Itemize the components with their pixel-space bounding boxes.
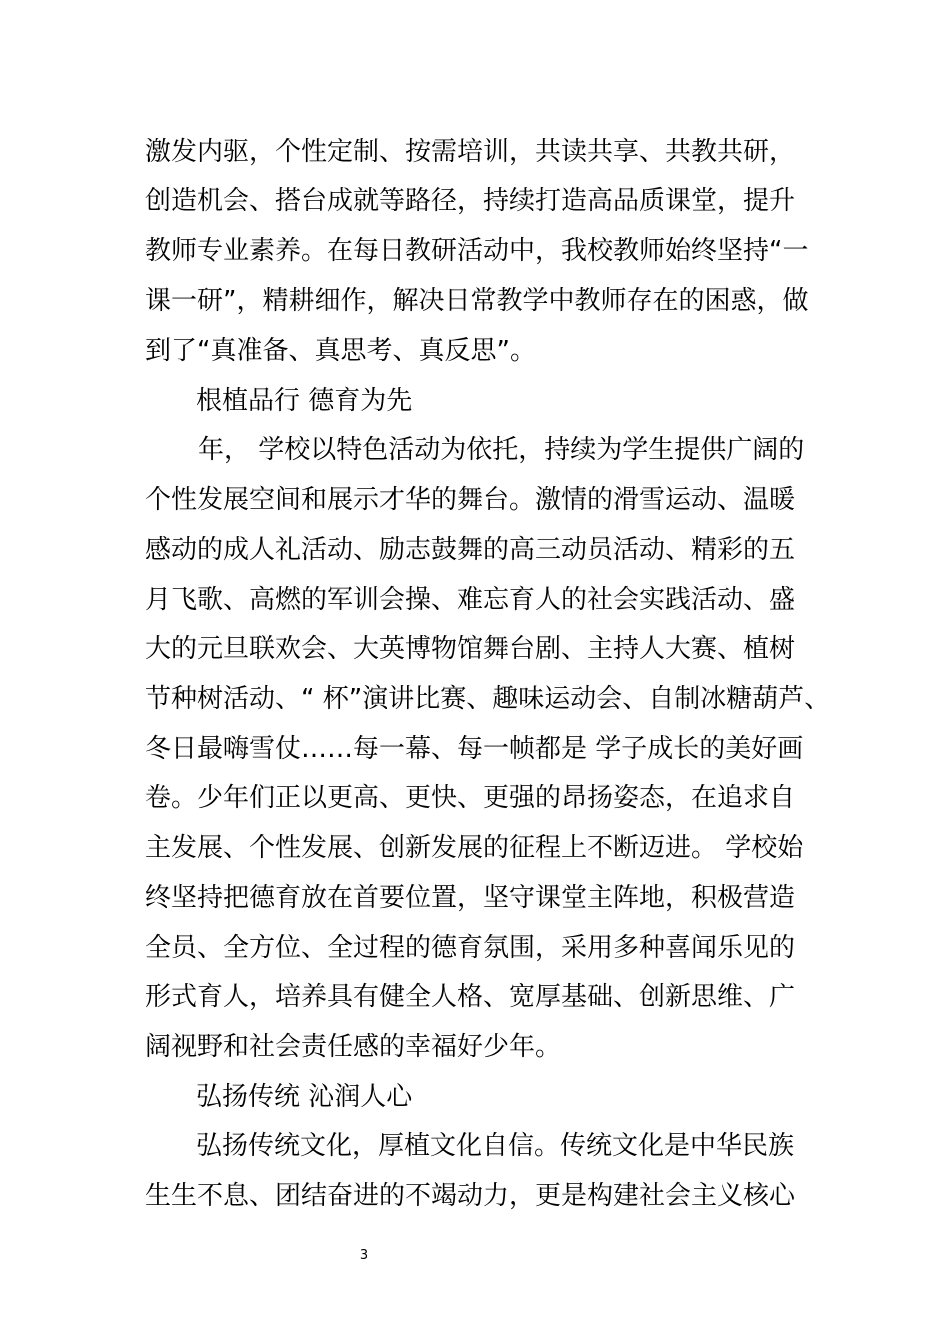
paragraph-line: 终坚持把德育放在首要位置，坚守课堂主阵地，积极营造 — [145, 883, 796, 913]
paragraph-line: 个性发展空间和展示才华的舞台。激情的滑雪运动、温暖 — [145, 485, 796, 515]
paragraph-line: 节种树活动、“ 杯”演讲比赛、趣味运动会、自制冰糖葫芦、 — [145, 684, 831, 714]
paragraph-line: 冬日最嗨雪仗……每一幕、每一帧都是 学子成长的美好画 — [145, 734, 804, 764]
paragraph-line: 形式育人，培养具有健全人格、宽厚基础、创新思维、广 — [145, 982, 796, 1012]
paragraph-line: 到了“真准备、真思考、真反思”。 — [145, 336, 536, 366]
paragraph-line: 大的元旦联欢会、大英博物馆舞台剧、主持人大赛、植树 — [145, 634, 796, 664]
paragraph-line: 全员、全方位、全过程的德育氛围，采用多种喜闻乐见的 — [145, 933, 796, 963]
paragraph-line: 年， 学校以特色活动为依托，持续为学生提供广阔的 — [198, 435, 805, 465]
paragraph-line: 阔视野和社会责任感的幸福好少年。 — [145, 1032, 562, 1062]
paragraph-line: 弘扬传统文化，厚植文化自信。传统文化是中华民族 — [196, 1131, 795, 1161]
paragraph-line: 创造机会、搭台成就等路径，持续打造高品质课堂，提升 — [145, 186, 796, 216]
page-number: 3 — [359, 1248, 369, 1263]
section-heading: 根植品行 德育为先 — [196, 386, 413, 416]
paragraph-line: 月飞歌、高燃的军训会操、难忘育人的社会实践活动、盛 — [145, 585, 796, 615]
paragraph-line: 感动的成人礼活动、励志鼓舞的高三动员活动、精彩的五 — [145, 535, 796, 565]
paragraph-line: 激发内驱，个性定制、按需培训，共读共享、共教共研， — [145, 137, 796, 167]
paragraph-line: 教师专业素养。在每日教研活动中，我校教师始终坚持“一 — [145, 236, 809, 266]
paragraph-line: 课一研”，精耕细作，解决日常教学中教师存在的困惑，做 — [145, 286, 809, 316]
paragraph-line: 生生不息、团结奋进的不竭动力，更是构建社会主义核心 — [145, 1181, 796, 1211]
paragraph-line: 卷。少年们正以更高、更快、更强的昂扬姿态，在追求自 — [145, 783, 796, 813]
section-heading: 弘扬传统 沁润人心 — [196, 1082, 413, 1112]
paragraph-line: 主发展、个性发展、创新发展的征程上不断迈进。 学校始 — [145, 833, 804, 863]
